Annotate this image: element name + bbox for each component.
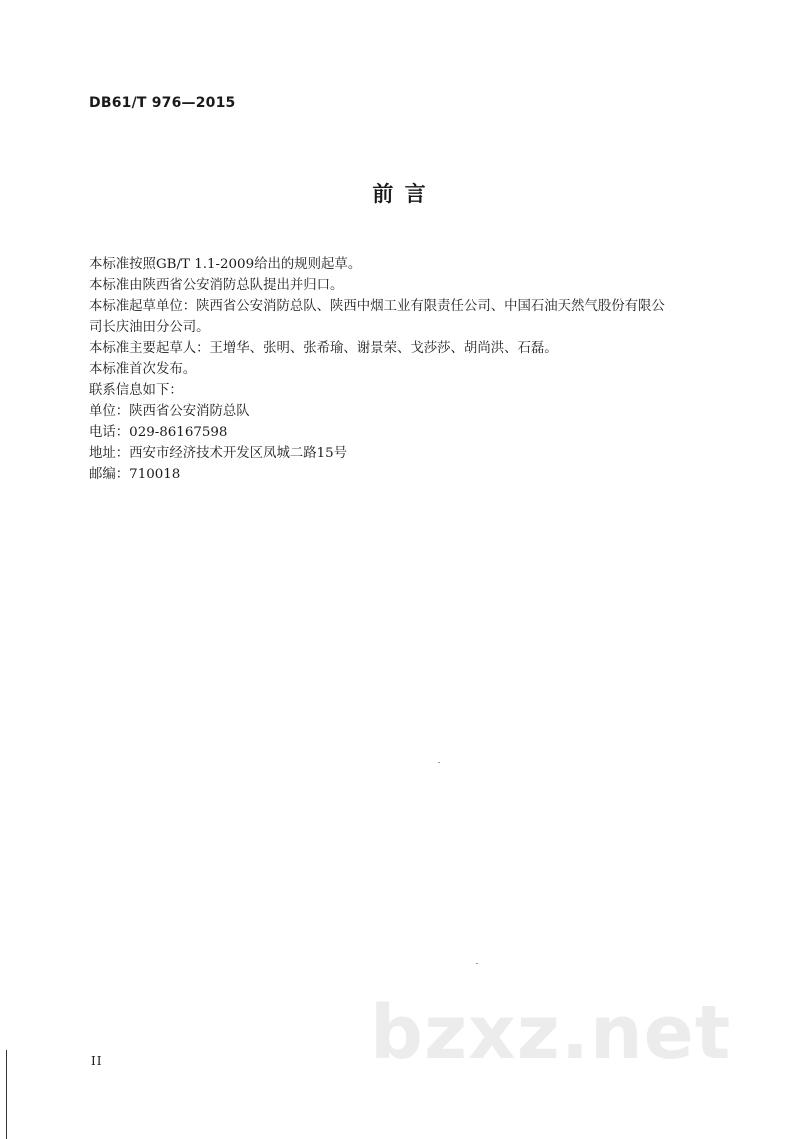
scan-speck — [438, 762, 440, 763]
paragraph-proposer: 本标准由陕西省公安消防总队提出并归口。 — [89, 278, 344, 293]
page-number: II — [91, 1054, 103, 1068]
foreword-body — [89, 254, 723, 485]
paragraph-first-release: 本标准首次发布。 — [89, 362, 197, 377]
paragraph-drafting-units-line2: 司长庆油田分公司。 — [89, 320, 210, 335]
page-title: 前 言 — [372, 182, 428, 206]
scan-speck — [476, 963, 478, 964]
paragraph-drafters: 本标准主要起草人：王增华、张明、张希瑜、谢景荣、戈莎莎、胡尚洪、石磊。 — [89, 341, 558, 356]
paragraph-drafting-units-line1: 本标准起草单位：陕西省公安消防总队、陕西中烟工业有限责任公司、中国石油天然气股份有限公 — [89, 299, 665, 314]
document-code: DB61/T 976—2015 — [89, 95, 236, 111]
contact-unit: 单位：陕西省公安消防总队 — [89, 404, 250, 419]
paragraph-drafting-rule: 本标准按照GB/T 1.1-2009给出的规则起草。 — [89, 257, 362, 272]
contact-postcode: 邮编：710018 — [89, 467, 181, 482]
contact-address: 地址：西安市经济技术开发区凤城二路15号 — [89, 446, 348, 461]
scan-edge-line — [6, 1050, 7, 1139]
contact-phone: 电话：029-86167598 — [89, 425, 228, 440]
paragraph-contact-intro: 联系信息如下： — [89, 383, 183, 398]
watermark: bzxz.net — [370, 990, 732, 1076]
